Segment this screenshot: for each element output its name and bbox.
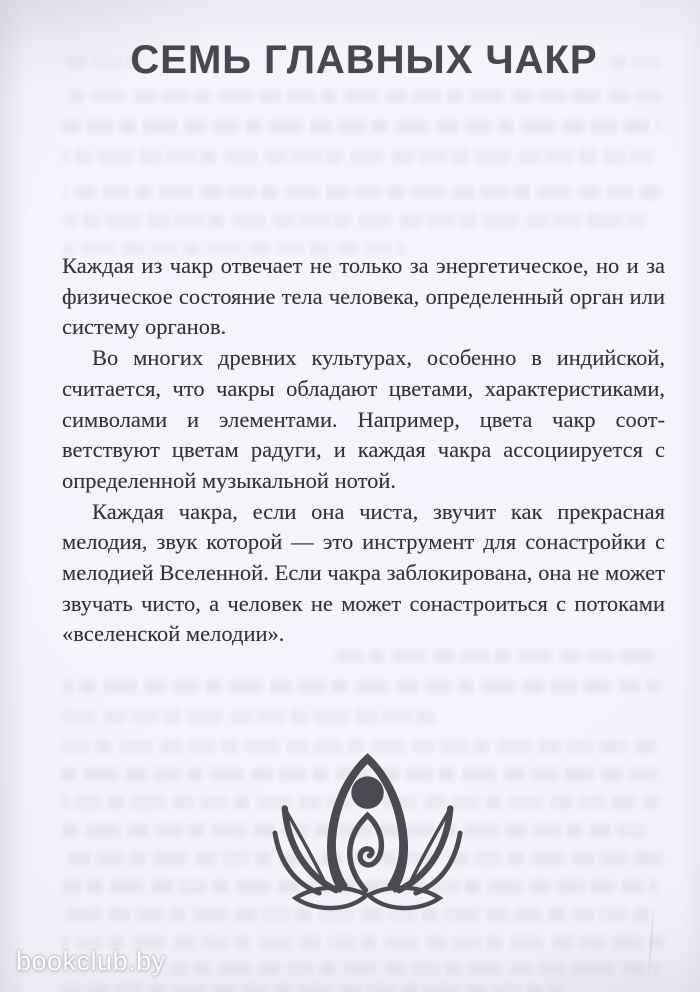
watermark-text: bookclub.by: [16, 946, 166, 976]
paragraph: Каждая из чакр отвечает не только за энергетическое, но и за физическое состояние тела человека, определенный орган или систему органов.: [62, 253, 665, 340]
ghost-text-line: [62, 680, 662, 693]
ghost-text-line: [336, 650, 662, 663]
ghost-text-line: [62, 90, 662, 103]
ghost-text-line: [62, 120, 660, 133]
ghost-text-line: [64, 186, 660, 199]
lotus-blade-right: [416, 833, 460, 893]
paragraph: Каждая чакра, если она чиста, звучит как прекрасная мелодия, звук которой — это инструмент для сонастройки с мелодией Вселенной. Если чакра заблокирована, она не может звучать чисто, а человек не может сонастроиться с потоками «вселенской мелодии».: [62, 498, 665, 647]
ghost-text-line: [62, 150, 652, 163]
paragraph: Во многих древних культурах, особенно в индийской, считается, что чакры обладают цветами, характеристиками, символами и элементами. Например, цвета чакр соответствуют цветам радуги, и каждая чакра ассоциируется с определенной музыкальной нотой.: [62, 345, 665, 493]
ghost-text-line: [62, 710, 442, 723]
lotus-blade-left: [275, 833, 319, 893]
ghost-text-line: [64, 214, 644, 227]
ghost-text-line: [62, 984, 562, 992]
lotus-spiral-leaf: [350, 815, 382, 890]
chapter-body: [62, 251, 665, 650]
lotus-meditation-icon: [271, 748, 468, 921]
lotus-head-circle: [351, 776, 384, 809]
ghost-text-line: [170, 962, 660, 975]
paper-crease: [647, 898, 655, 990]
chapter-title: СЕМЬ ГЛАВНЫХ ЧАКР: [130, 38, 598, 82]
